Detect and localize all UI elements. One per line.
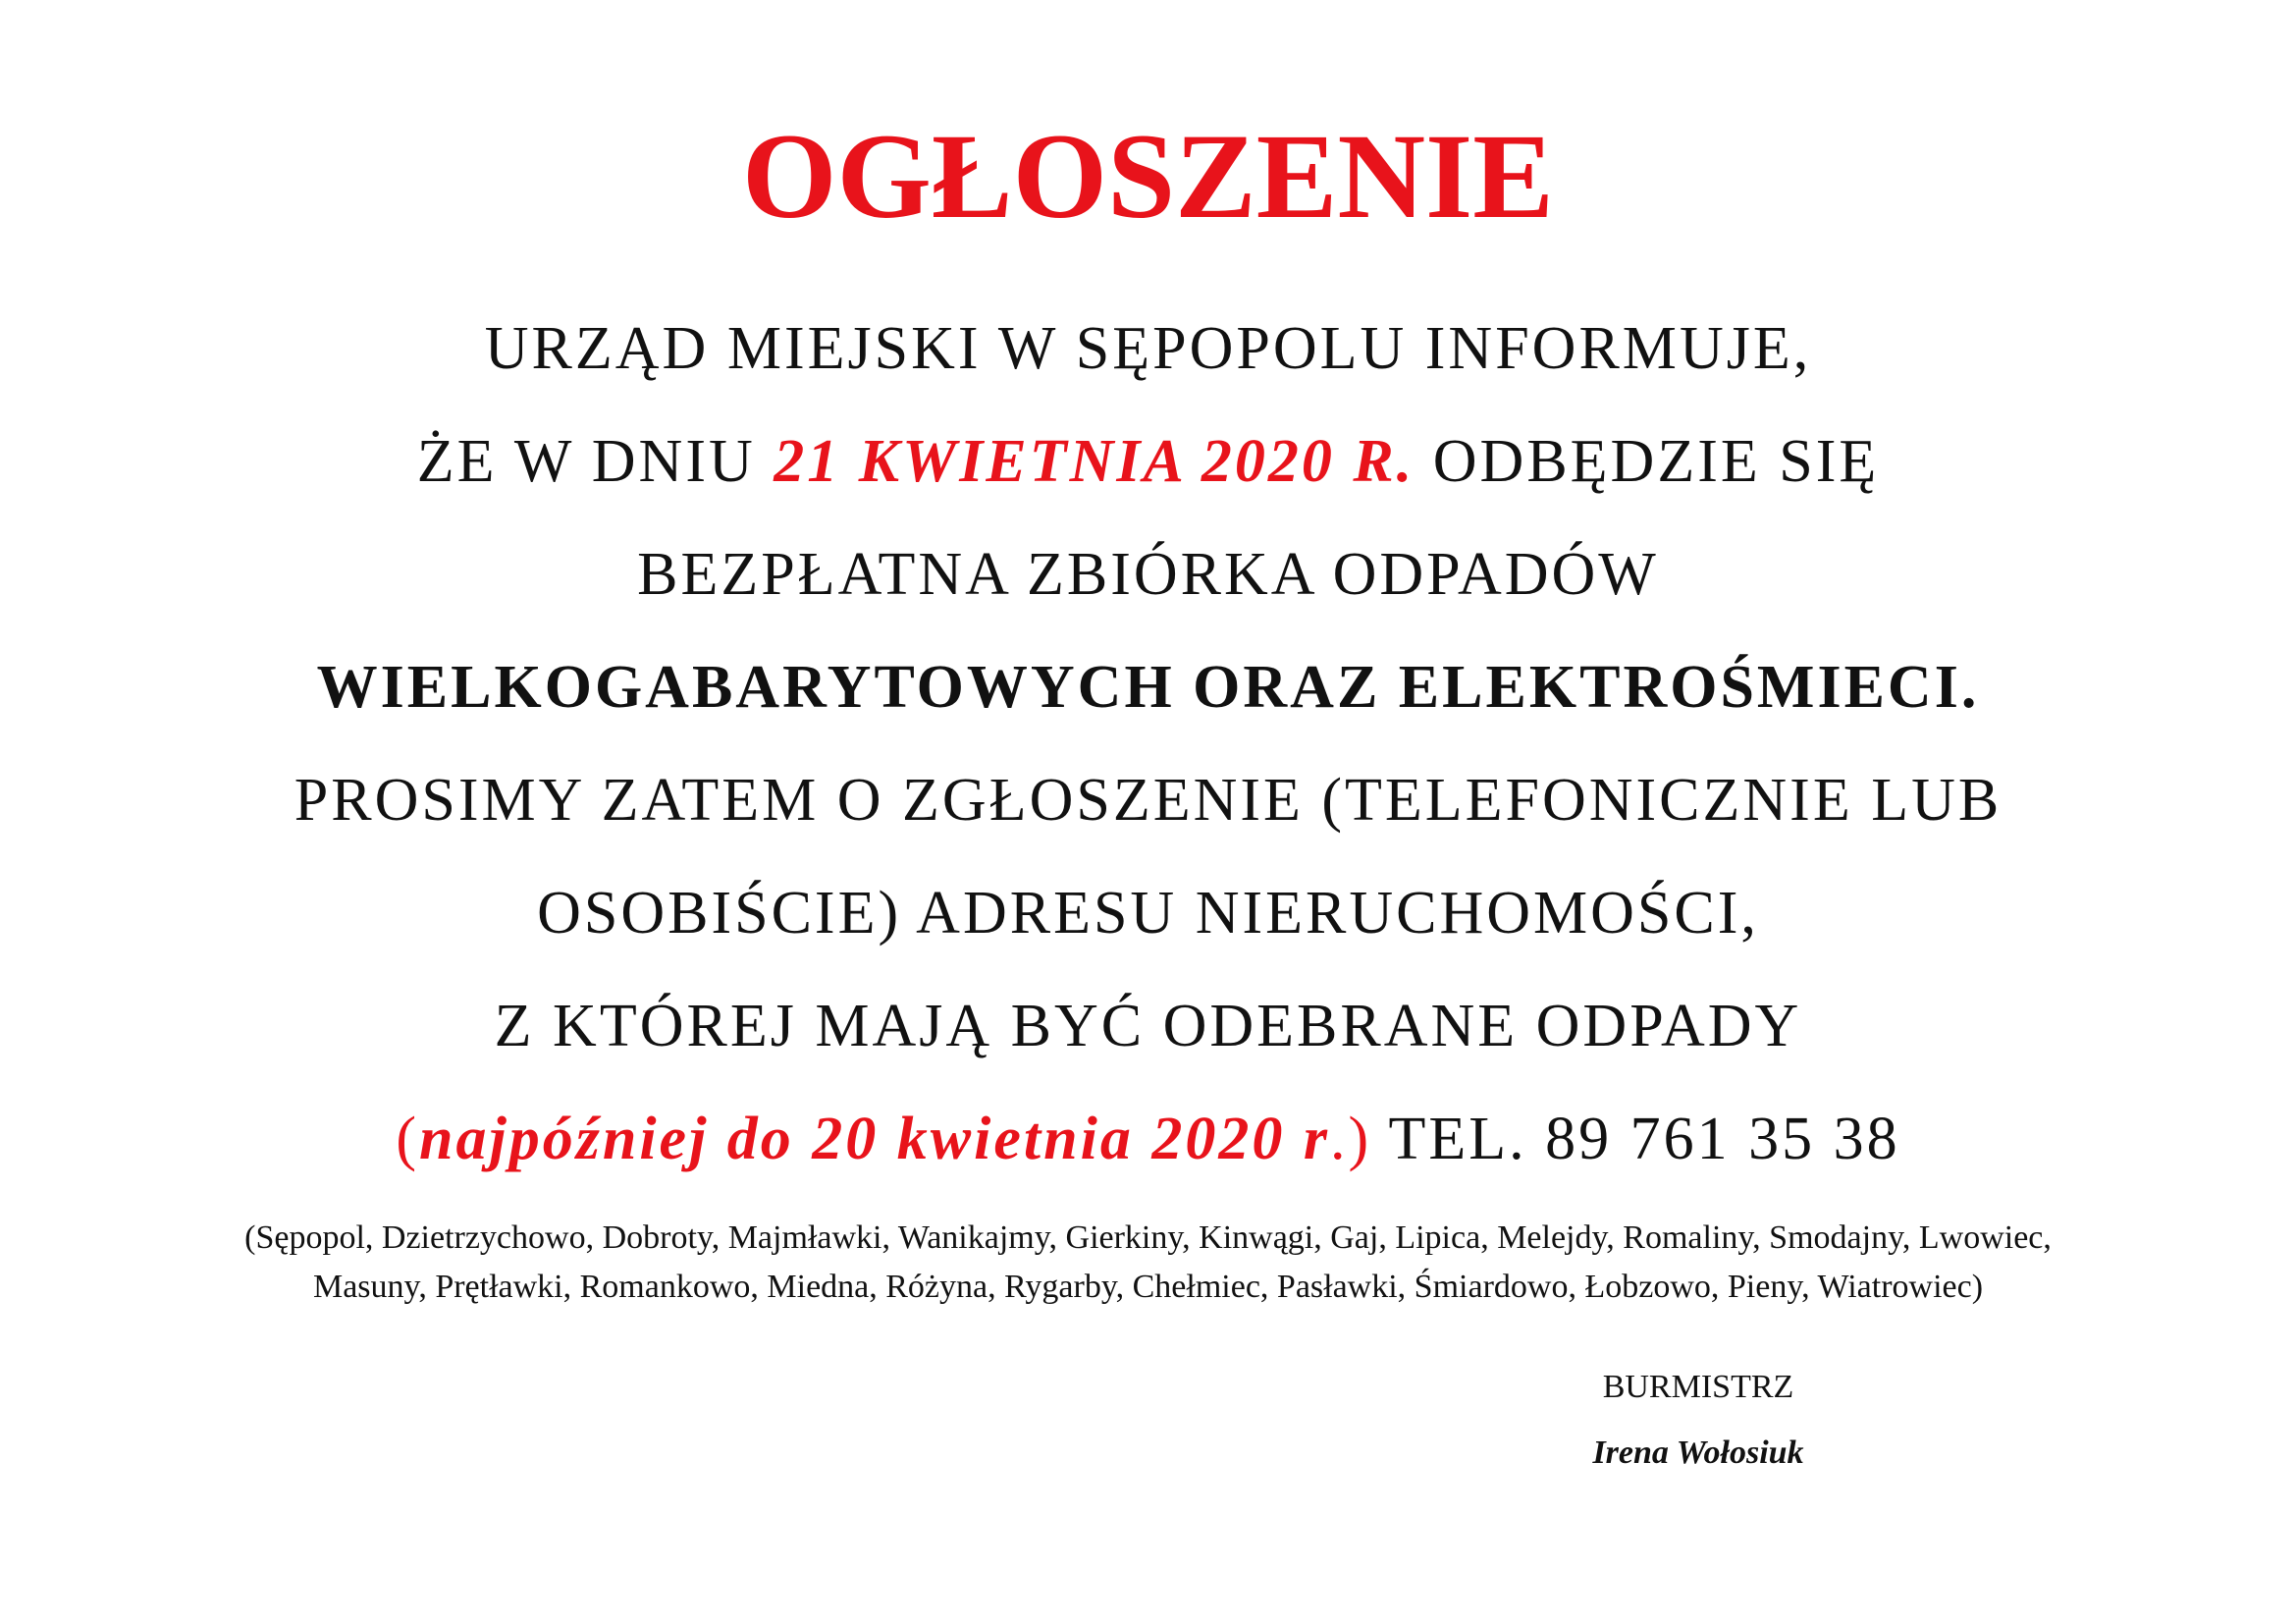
announcement-line-office: URZĄD MIEJSKI W SĘPOPOLU INFORMUJE, [484,315,1812,382]
announcement-title: OGŁOSZENIE [742,109,1554,244]
collection-date: 21 KWIETNIA 2020 R. [774,428,1415,495]
deadline-open-paren: ( [396,1106,420,1172]
date-suffix: ODBĘDZIE SIĘ [1415,428,1880,495]
announcement-line-address: OSOBIŚCIE) ADRESU NIERUCHOMOŚCI, [537,880,1759,947]
announcement-line-pickup: Z KTÓREJ MAJĄ BYĆ ODEBRANE ODPADY [494,993,1802,1059]
signature-role: BURMISTRZ [1602,1369,1794,1405]
announcement-line-request: PROSIMY ZATEM O ZGŁOSZENIE (TELEFONICZNIE LUB [294,767,2002,834]
signature-name: Irena Wołosiuk [1592,1435,1804,1471]
deadline-close-paren: .) [1329,1106,1372,1172]
deadline-text: najpóźniej do 20 kwietnia 2020 r [419,1106,1330,1172]
announcement-line-waste-types: WIELKOGABARYTOWYCH ORAZ ELEKTROŚMIECI. [316,654,1980,721]
announcement-line-collection: BEZPŁATNA ZBIÓRKA ODPADÓW [637,541,1659,608]
announcement-line-date [0,422,2296,501]
villages-list-line-1: (Sępopol, Dzietrzychowo, Dobroty, Majmławki, Wanikajmy, Gierkiny, Kinwągi, Gaj, Lipica, Melejdy, Romaliny, Smodajny, Lwowiec, [244,1219,2052,1256]
phone-number: TEL. 89 761 35 38 [1371,1106,1900,1172]
villages-list-line-2: Masuny, Prętławki, Romankowo, Miedna, Różyna, Rygarby, Chełmiec, Pasławki, Śmiardowo, Łobzowo, Pieny, Wiatrowiec) [312,1269,1984,1305]
date-prefix: ŻE W DNIU [416,428,774,495]
announcement-line-deadline [0,1100,2296,1178]
